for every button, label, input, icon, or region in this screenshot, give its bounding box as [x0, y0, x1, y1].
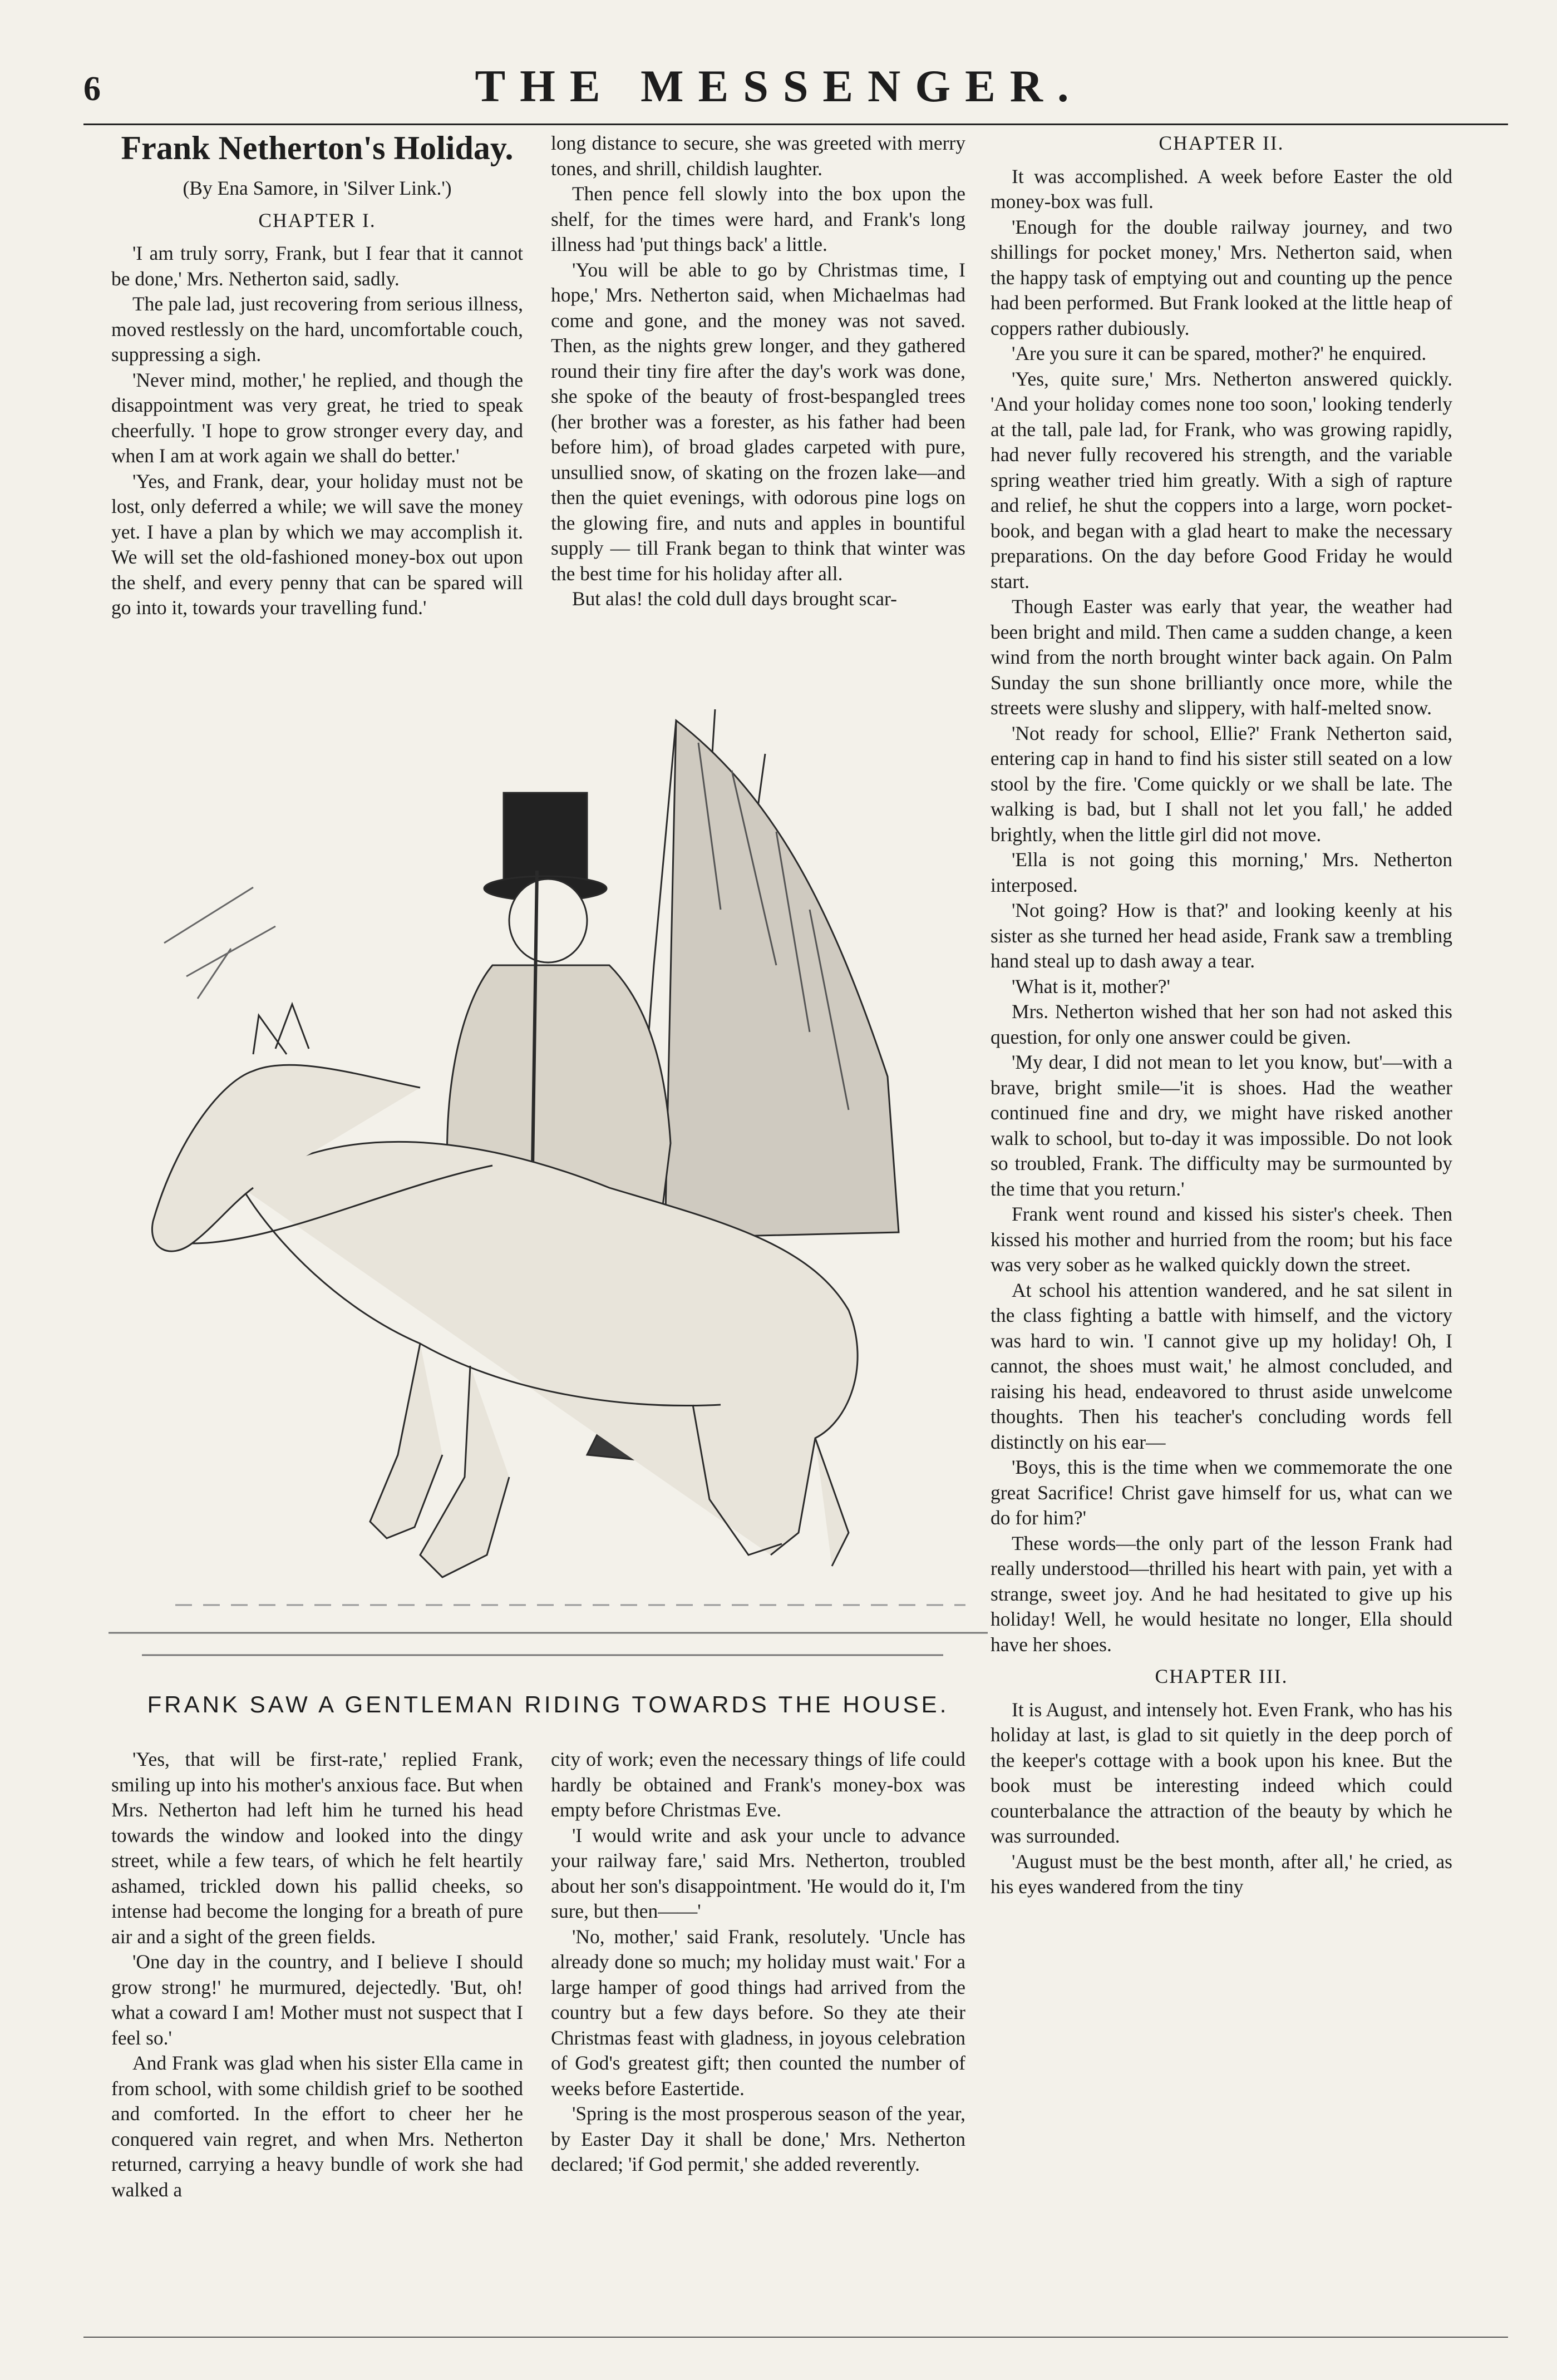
- chapter-heading: CHAPTER II.: [1159, 132, 1284, 154]
- paragraph: 'Spring is the most prosperous season of the year, by Easter Day it shall be done,' Mrs. Netherton declared; 'if God permit,' she added reverently.: [551, 2102, 965, 2175]
- illustration-caption: FRANK SAW A GENTLEMAN RIDING TOWARDS THE HOUSE.: [147, 1691, 949, 1717]
- paragraph: These words—the only part of the lesson Frank had really understood—thrilled his heart with pain, yet with a strange, sweet joy. And he had hesitated to give up his holiday! Well, he would hesitate no longer, Ella should have her shoes.: [991, 1532, 1452, 1656]
- column-1-bottom: [111, 1747, 523, 2337]
- paragraph: 'Boys, this is the time when we commemorate the one great Sacrifice! Christ gave himself for us, what can we do for him?': [991, 1456, 1452, 1529]
- column-2-top: [551, 131, 965, 687]
- masthead: THE MESSENGER.: [475, 61, 1083, 111]
- masthead-rule: [83, 124, 1508, 125]
- paragraph: Mrs. Netherton wished that her son had not asked this question, for only one answer could be given.: [991, 1000, 1452, 1048]
- paragraph: But alas! the cold dull days brought scar-: [572, 587, 897, 610]
- byline: (By Ena Samore, in 'Silver Link.'): [183, 177, 452, 199]
- paragraph: 'Never mind, mother,' he replied, and though the disappointment was very great, he tried to speak cheerfully. 'I hope to grow stronger every day, and when I am at work again we shall do better.': [111, 368, 523, 467]
- chapter-heading: CHAPTER III.: [1155, 1665, 1288, 1687]
- paragraph: 'Enough for the double railway journey, and two shillings for pocket money,' Mrs. Netherton said, when the happy task of emptying out and counting up the pence had been performed. But Frank looked at the little heap of coppers rather dubiously.: [991, 215, 1452, 339]
- paragraph: Then pence fell slowly into the box upon the shelf, for the times were hard, and Frank's long illness had 'put things back' a little.: [551, 182, 965, 255]
- paragraph: 'No, mother,' said Frank, resolutely. 'Uncle has already done so much; my holiday must wait.' For a large hamper of good things had arrived from the country but a few days before. So they ate their Christmas feast with gladness, in joyous celebration of God's greatest gift; then counted the number of weeks before Eastertide.: [551, 1925, 965, 2100]
- paragraph: Though Easter was early that year, the weather had been bright and mild. Then came a sudden change, a keen wind from the north brought winter back again. On Palm Sunday the sun shone brilliantly once more, while the streets were slushy and slippery, with half-melted snow.: [991, 595, 1452, 719]
- paragraph: It was accomplished. A week before Easter the old money-box was full.: [991, 165, 1452, 213]
- column-3: [991, 131, 1452, 2328]
- paragraph: 'You will be able to go by Christmas time, I hope,' Mrs. Netherton said, when Michaelmas had come and gone, and the money was not saved. Then, as the nights grew longer, and they gathered round their tiny fire after the day's work was done, she spoke of the beauty of frost-bespangled trees (her brother was a forester, as his father had been before him), of broad glades carpeted with pure, unsullied snow, of skating on the frozen lake—and then the quiet evenings, with odorous pine logs on the glowing fire, and nuts and apples in bountiful supply — till Frank began to think that winter was the best time for his holiday after all.: [551, 258, 965, 585]
- paragraph: 'What is it, mother?': [1012, 975, 1170, 998]
- paragraph: 'Not going? How is that?' and looking keenly at his sister as she turned her head aside, Frank saw a trembling hand steal up to dash away a tear.: [991, 899, 1452, 972]
- horse-rider-illustration: [109, 687, 988, 1688]
- paragraph: 'Yes, quite sure,' Mrs. Netherton answered quickly. 'And your holiday comes none too soon,' looking tenderly at the tall, pale lad, for Frank, who was growing rapidly, had never fully recovered his strength, and the variable spring weather tried him greatly. With a sigh of rapture and relief, he shut the coppers into a large, worn pocket-book, and began with a glad heart to make the necessary preparations. On the day before Good Friday he would start.: [991, 367, 1452, 592]
- page-number: 6: [83, 70, 101, 108]
- paragraph: 'I would write and ask your uncle to advance your railway fare,' said Mrs. Netherton, troubled about her son's disappointment. 'He would do it, I'm sure, but then——': [551, 1824, 965, 1922]
- paragraph: 'My dear, I did not mean to let you know, but'—with a brave, bright smile—'it is shoes. Had the weather continued fine and dry, we might have risked another walk to school, but to-day it was impossible. Do not look so troubled, Frank. The difficulty may be surmounted by the time that you return.': [991, 1051, 1452, 1200]
- story-title: Frank Netherton's Holiday.: [121, 130, 514, 166]
- paragraph: 'I am truly sorry, Frank, but I fear that it cannot be done,' Mrs. Netherton said, sadly.: [111, 242, 523, 290]
- paragraph: 'Ella is not going this morning,' Mrs. Netherton interposed.: [991, 848, 1452, 896]
- paragraph: city of work; even the necessary things of life could hardly be obtained and Frank's money-box was empty before Christmas Eve.: [551, 1748, 965, 1821]
- paragraph: At school his attention wandered, and he sat silent in the class fighting a battle with himself, and the victory was hard to win. 'I cannot give up my holiday! Oh, I cannot, the shoes must wait,' he almost concluded, and raising his head, endeavored to thrust aside unwelcome thoughts. Then his teacher's concluding words fell distinctly on his ear—: [991, 1278, 1452, 1453]
- paragraph: It is August, and intensely hot. Even Frank, who has his holiday at last, is glad to sit quietly in the deep porch of the keeper's cottage with a book upon his knee. But the book must be interesting indeed which could counterbalance the attraction of the beauty by which he was surrounded.: [991, 1698, 1452, 1847]
- bottom-rule: [83, 2337, 1508, 2338]
- paragraph: 'Yes, and Frank, dear, your holiday must not be lost, only deferred a while; we will save the money yet. I have a plan by which we may accomplish it. We will set the old-fashioned money-box out upon the shelf, and every penny that can be spared will go into it, towards your travelling fund.': [111, 470, 523, 619]
- paragraph: 'August must be the best month, after all,' he cried, as his eyes wandered from the tiny: [991, 1850, 1452, 1898]
- chapter-heading: CHAPTER I.: [258, 209, 376, 231]
- paragraph: Frank went round and kissed his sister's cheek. Then kissed his mother and hurried from the room; but his face was very sober as he walked quickly down the street.: [991, 1203, 1452, 1276]
- paragraph: The pale lad, just recovering from serious illness, moved restlessly on the hard, uncomfortable couch, suppressing a sigh.: [111, 293, 523, 366]
- paragraph: 'Are you sure it can be spared, mother?' he enquired.: [1012, 342, 1427, 364]
- paragraph: 'Not ready for school, Ellie?' Frank Netherton said, entering cap in hand to find his sister still seated on a low stool by the fire. 'Come quickly or we shall be late. The walking is bad, but I shall not let you fall,' he added brightly, when the little girl did not move.: [991, 722, 1452, 846]
- column-1-top: [111, 127, 523, 692]
- column-2-bottom: [551, 1747, 965, 2337]
- paragraph: 'Yes, that will be first-rate,' replied Frank, smiling up into his mother's anxious face. But when Mrs. Netherton had left him he turned his head towards the window and looked into the dingy street, while a few tears, of which he felt heartily ashamed, trickled down his pallid cheeks, so intense had become the longing for a breath of pure air and a sight of the green fields.: [111, 1748, 523, 1948]
- paragraph: long distance to secure, she was greeted with merry tones, and shrill, childish laughter.: [551, 132, 965, 180]
- paragraph: 'One day in the country, and I believe I should grow strong!' he murmured, dejectedly. 'But, oh! what a coward I am! Mother must not suspect that I feel so.': [111, 1951, 523, 2049]
- paragraph: And Frank was glad when his sister Ella came in from school, with some childish grief to be soothed and comforted. In the effort to cheer her he conquered vain regret, and when Mrs. Netherton returned, carrying a heavy bundle of work she had walked a: [111, 2052, 523, 2201]
